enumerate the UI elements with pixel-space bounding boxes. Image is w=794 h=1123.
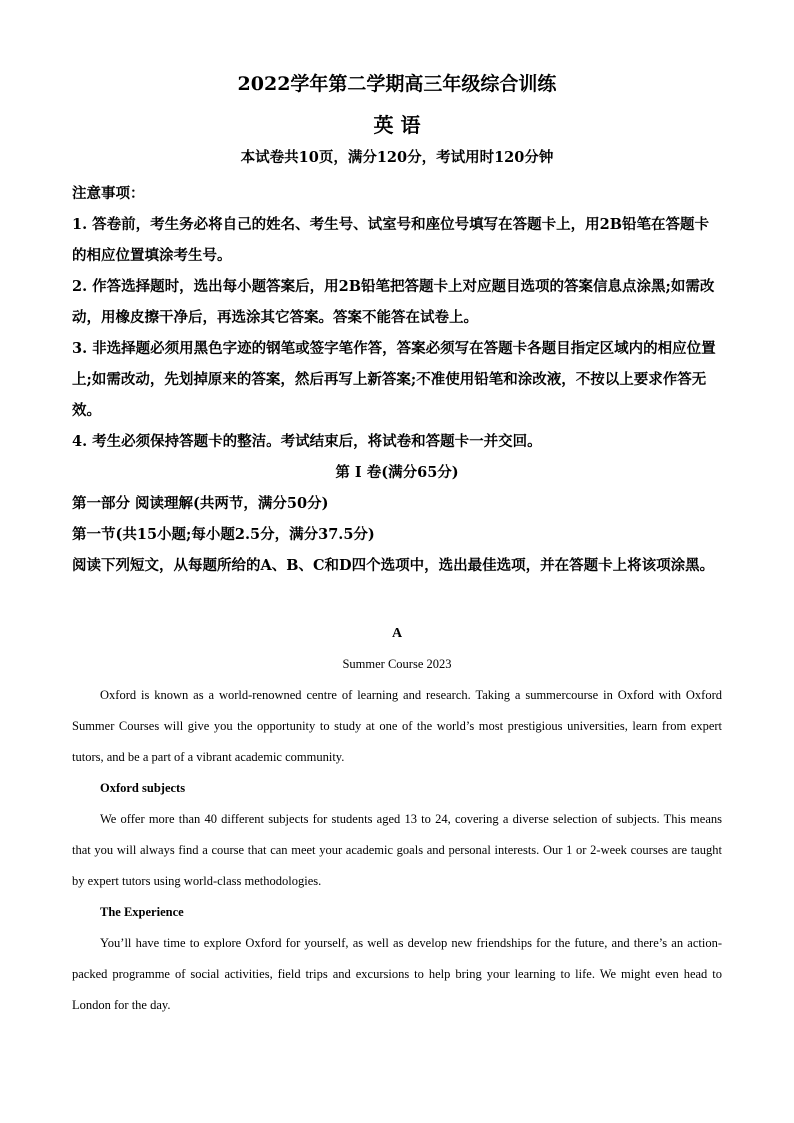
notice-heading: 注意事项： (72, 185, 145, 202)
notice-item-3: 3. 非选择题必须用黑色字迹的钢笔或签字笔作答，答案必须写在答题卡各题目指定区域内的相应位置上;如需改动，先划掉原来的答案，然后再写上新答案;不准使用铅笔和涂改液，不按以上要求作答无效。 (72, 340, 716, 419)
part-title: 第一部分 阅读理解(共两节，满分50分) (72, 495, 329, 512)
notice-item-1: 1. 答卷前，考生务必将自己的姓名、考生号、试室号和座位号填写在答题卡上，用2B铅笔在答题卡的相应位置填涂考生号。 (72, 216, 710, 264)
notice-section (72, 178, 722, 581)
reading-passage (72, 618, 722, 1021)
volume-title: 第 I 卷(满分65分) (335, 464, 459, 481)
subject-title: 英 语 (373, 113, 421, 137)
exam-title: 2022学年第二学期高三年级综合训练 (237, 73, 557, 95)
subjects-heading: Oxford subjects (100, 781, 186, 795)
experience-text: You’ll have time to explore Oxford for yourself, as well as develop new friendships for the future, and there’s an action-packed programme of social activities, field trips and excursions to help bring your learning to life. We might even head to London for the day. (72, 936, 722, 1012)
instruction-text: 阅读下列短文，从每题所给的A、B、C和D四个选项中，选出最佳选项，并在答题卡上将该项涂黑。 (72, 557, 715, 574)
passage-title: Summer Course 2023 (342, 657, 452, 671)
notice-item-2: 2. 作答选择题时，选出每小题答案后，用2B铅笔把答题卡上对应题目选项的答案信息点涂黑;如需改动，用橡皮擦干净后，再选涂其它答案。答案不能答在试卷上。 (72, 278, 715, 326)
experience-heading: The Experience (100, 905, 184, 919)
passage-intro: Oxford is known as a world-renowned centre of learning and research. Taking a summercourse in Oxford with Oxford Summer Courses will give you the opportunity to study at one of the world’s most prestigious universities, learn from expert tutors, and be a part of a vibrant academic community. (72, 688, 722, 764)
exam-info: 本试卷共10页，满分120分，考试用时120分钟 (240, 149, 554, 166)
notice-item-4: 4. 考生必须保持答题卡的整洁。考试结束后，将试卷和答题卡一并交回。 (72, 433, 542, 450)
section-title: 第一节(共15小题;每小题2.5分，满分37.5分) (72, 526, 375, 543)
passage-letter: A (391, 626, 403, 641)
subjects-text: We offer more than 40 different subjects for students aged 13 to 24, covering a diverse selection of subjects. This means that you will always find a course that can meet your academic goals and personal interests. Our 1 or 2-week courses are taught by expert tutors using world-class methodologies. (72, 812, 722, 888)
